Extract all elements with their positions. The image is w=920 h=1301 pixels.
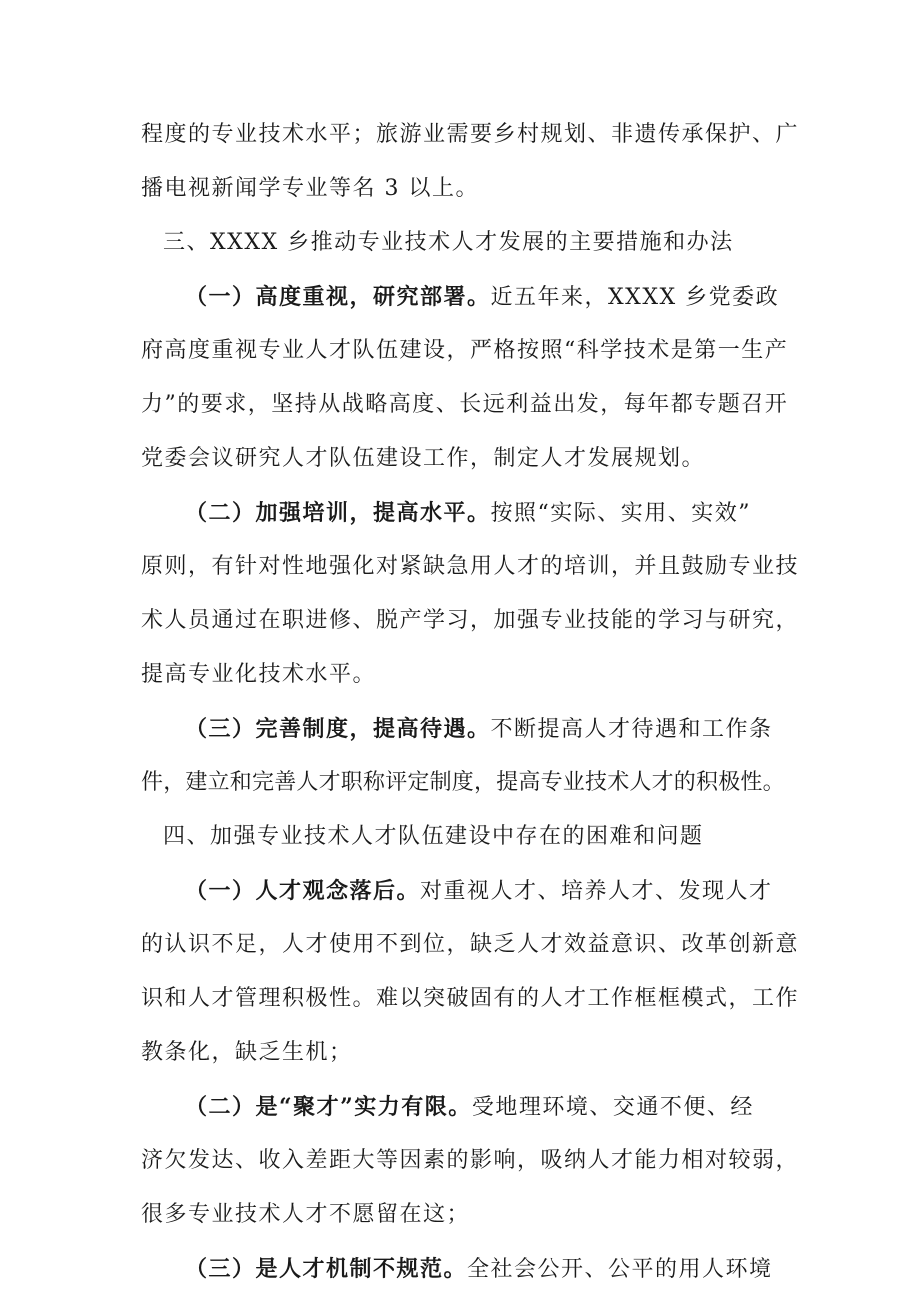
subsection-5-text: 受地理环境、交通不便、经	[471, 1095, 754, 1120]
subsection-1-title: （一）高度重视，研究部署。	[185, 284, 491, 310]
paragraph-line: 教条化，缺乏生机；	[141, 1040, 353, 1065]
subsection-3-text: 不断提高人才待遇和工作条	[490, 717, 773, 742]
subsection-6-line	[141, 1242, 786, 1296]
subsection-4-title: （一）人才观念落后。	[185, 878, 421, 904]
paragraph-line: 力”的要求，坚持从战略高度、长远利益出发，每年都专题召开	[141, 392, 789, 417]
paragraph-line: 播电视新闻学专业等名 3 以上。	[141, 176, 479, 201]
subsection-6-title: （三）是人才机制不规范。	[185, 1256, 468, 1282]
paragraph-line: 程度的专业技术水平；旅游业需要乡村规划、非遗传承保护、广	[141, 122, 800, 147]
paragraph-line: 件，建立和完善人才职称评定制度，提高专业技术人才的积极性。	[141, 770, 785, 795]
paragraph-line: 济欠发达、收入差距大等因素的影响，吸纳人才能力相对较弱，	[141, 1148, 800, 1173]
paragraph-line: 术人员通过在职进修、脱产学习，加强专业技能的学习与研究，	[141, 608, 800, 633]
subsection-2-line	[141, 486, 786, 540]
subsection-5-line	[141, 1080, 786, 1134]
paragraph-line: 原则，有针对性地强化对紧缺急用人才的培训，并且鼓励专业技	[141, 554, 800, 579]
subsection-1-line	[141, 270, 786, 324]
subsection-3-title: （三）完善制度，提高待遇。	[185, 716, 491, 742]
subsection-6-text: 全社会公开、公平的用人环境	[467, 1257, 773, 1282]
subsection-4-text: 对重视人才、培养人才、发现人才	[420, 879, 773, 904]
subsection-3-line	[141, 702, 786, 756]
paragraph-line: 党委会议研究人才队伍建设工作，制定人才发展规划。	[141, 446, 706, 471]
document-page	[141, 108, 800, 1296]
subsection-1-text: 近五年来，XXXX 乡党委政	[490, 285, 780, 310]
section-heading-3: 三、XXXX 乡推动专业技术人才发展的主要措施和办法	[163, 230, 734, 255]
paragraph-line: 提高专业化技术水平。	[141, 662, 377, 687]
section-heading-4: 四、加强专业技术人才队伍建设中存在的困难和问题	[163, 824, 704, 849]
paragraph-line: 识和人才管理积极性。难以突破固有的人才工作框框模式，工作	[141, 986, 800, 1011]
subsection-2-title: （二）加强培训，提高水平。	[185, 500, 491, 526]
paragraph-line: 的认识不足，人才使用不到位，缺乏人才效益意识、改革创新意	[141, 932, 800, 957]
subsection-2-text: 按照“实际、实用、实效”	[490, 501, 752, 526]
paragraph-line: 很多专业技术人才不愿留在这；	[141, 1202, 471, 1227]
subsection-5-title: （二）是“聚才”实力有限。	[185, 1094, 472, 1120]
paragraph-line: 府高度重视专业人才队伍建设，严格按照“科学技术是第一生产	[141, 338, 789, 363]
subsection-4-line	[141, 864, 786, 918]
